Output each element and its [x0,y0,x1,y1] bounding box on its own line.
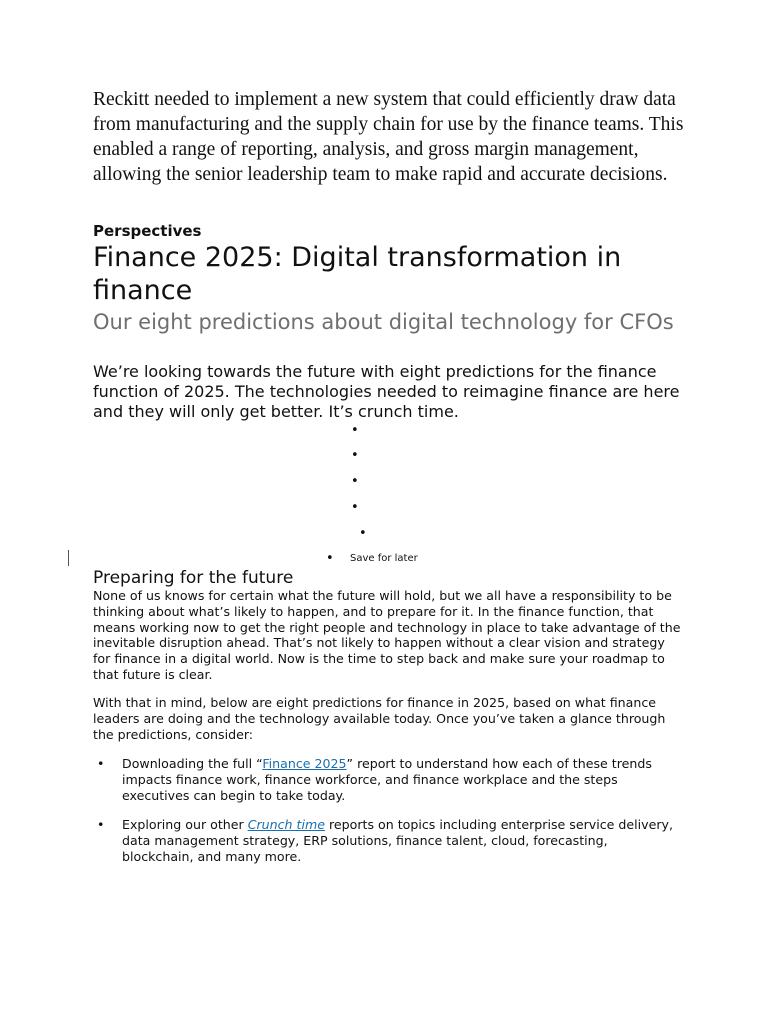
section-paragraph-2: With that in mind, below are eight predictions for finance in 2025, based on what finance leaders are doing and the technology available today. Once you’ve taken a glance through the predictions, consider: [93,695,666,742]
share-option-bullet[interactable]: • [351,448,359,463]
article-lede: We’re looking towards the future with eight predictions for the finance function of 2025. The technologies needed to reimagine finance are here and they will only get better. It’s crunch time. [93,362,680,421]
share-option-bullet[interactable]: • [359,526,367,541]
save-bullet: • [326,551,334,566]
consider-list [93,756,683,865]
list-bullet: • [97,756,105,771]
list-item [93,817,683,864]
share-option-bullet[interactable]: • [351,474,359,489]
share-option-bullet[interactable]: • [351,423,359,438]
text-cursor [68,550,69,566]
intro-paragraph: Reckitt needed to implement a new system that could efficiently draw data from manufacturing and the supply chain for use by the finance teams. This enabled a range of reporting, analysis, and gross margin management, allowing the senior leadership team to make rapid and accurate decisions. [93,89,684,185]
list-item-text-after: ” report to understand how each of these trends impacts finance work, finance workforce, and finance workplace and the steps executives can begin to take today. [122,756,652,803]
list-bullet: • [97,817,105,833]
article-eyebrow: Perspectives [93,222,202,240]
list-item-text-before: Downloading the full “ [122,756,263,771]
finance-2025-link[interactable]: Finance 2025 [262,756,347,771]
article-subtitle: Our eight predictions about digital technology for CFOs [93,310,674,334]
list-item-text-after: reports on topics including enterprise service delivery, data management strategy, ERP solutions, finance talent, cloud, forecasting, blockchain, and many more. [122,817,673,864]
section-title: Preparing for the future [93,568,294,588]
crunch-time-link[interactable]: Crunch time [247,817,325,833]
save-for-later-link[interactable]: Save for later [350,553,418,564]
list-item-text-before: Exploring our other [122,817,248,833]
article-title: Finance 2025: Digital transformation in finance [93,242,622,306]
list-item [93,756,683,803]
section-paragraph-1: None of us knows for certain what the future will hold, but we all have a responsibility to be thinking about what’s likely to happen, and to prepare for it. In the finance function, that means working now to get the right people and technology in place to take advantage of the inevitable disruption ahead. That’s not likely to happen without a clear vision and strategy for finance in a digital world. Now is the time to step back and make sure your roadmap to that future is clear. [93,588,681,682]
share-option-bullet[interactable]: • [351,500,359,515]
